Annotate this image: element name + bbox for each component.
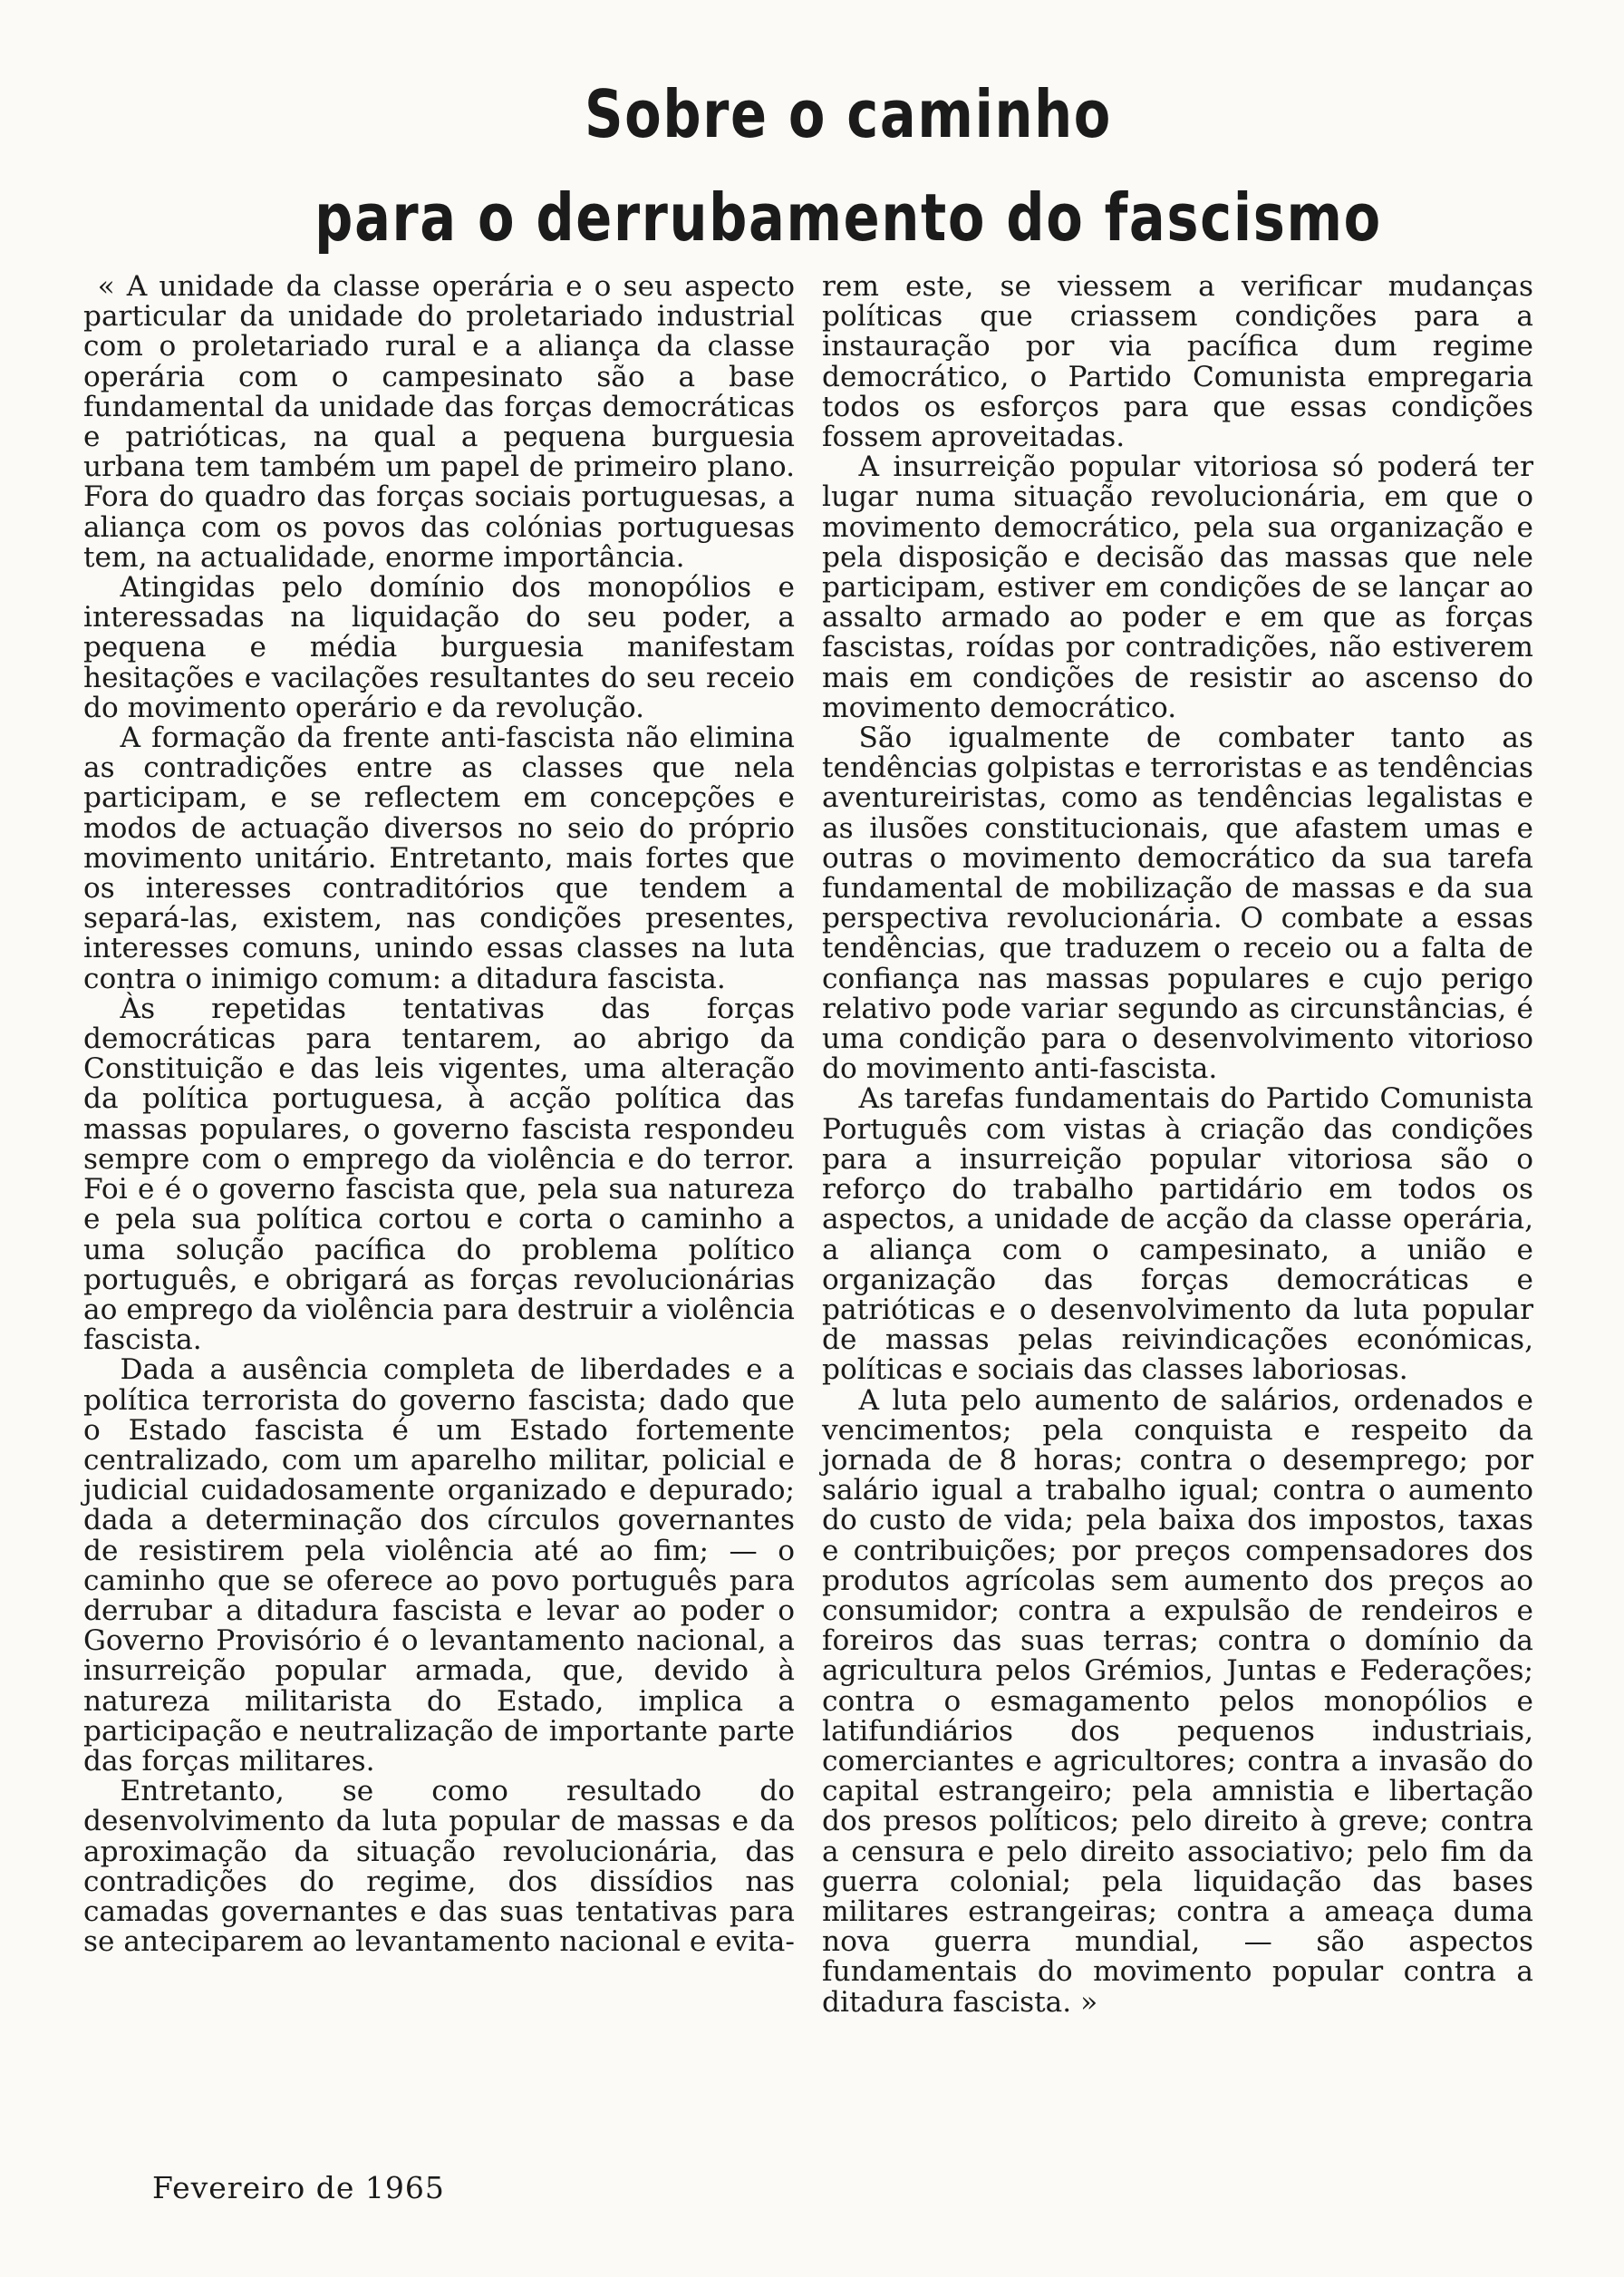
article-title-line-2: para o derrubamento do fascismo xyxy=(314,179,1382,256)
right-column xyxy=(822,272,1533,2018)
paragraph: Às repetidas tentativas das forças democráticas para tentarem, ao abrigo da Constituição e das leis vigentes, uma alteração da política portuguesa, à acção política das massas populares, o governo fascista respondeu sempre com o emprego da violência e do terror. Foi e é o governo fascista que, pela sua natureza e pela sua política cortou e corta o caminho a uma solução pacífica do problema político português, e obrigará as forças revolucionárias ao emprego da violência para destruir a violência fascista. xyxy=(83,992,795,1357)
paragraph: « A unidade da classe operária e o seu aspecto particular da unidade do proletariado industrial com o proletariado rural e a aliança da classe operária com o campesinato são a base fundamental da unidade das forças democráticas e patrióticas, na qual a pequena burguesia urbana tem também um papel de primeiro plano. Fora do quadro das forças sociais portuguesas, a aliança com os povos das colónias portuguesas tem, na actualidade, enorme importância. xyxy=(83,270,795,574)
paragraph: Dada a ausência completa de liberdades e a política terrorista do governo fascista; dado que o Estado fascista é um Estado fortemente centralizado, com um aparelho militar, policial e judicial cuidadosamente organizado e depurado; dada a determinação dos círculos governantes de resistirem pela violência até ao fim; — o caminho que se oferece ao povo português para derrubar a ditadura fascista e levar ao poder o Governo Provisório é o levantamento nacional, a insurreição popular armada, que, devido à natureza militarista do Estado, implica a participação e neutralização de importante parte das forças militares. xyxy=(83,1353,795,1778)
paragraph: A insurreição popular vitoriosa só poderá ter lugar numa situação revolucionária, em que o movimento democrático, pela sua organização e pela disposição e decisão das massas que nele participam, estiver em condições de se lançar ao assalto armado ao poder e em que as forças fascistas, roídas por contradições, não estiverem mais em condições de resistir ao ascenso do movimento democrático. xyxy=(822,451,1533,724)
left-column xyxy=(83,272,795,1957)
paragraph: A formação da frente anti-fascista não elimina as contradições entre as classes que nela participam, e se reflectem em concepções e modos de actuação diversos no seio do próprio movimento unitário. Entretanto, mais fortes que os interesses contraditórios que tendem a separá-las, existem, nas condições presentes, interesses comuns, unindo essas classes na luta contra o inimigo comum: a ditadura fascista. xyxy=(83,722,795,995)
paragraph: A luta pelo aumento de salários, ordenados e vencimentos; pela conquista e respeito da jornada de 8 horas; contra o desemprego; por salário igual a trabalho igual; contra o aumento do custo de vida; pela baixa dos impostos, taxas e contribuições; por preços compensadores dos produtos agrícolas sem aumento dos preços ao consumidor; contra a expulsão de rendeiros e foreiros das suas terras; contra o domínio da agricultura pelos Grémios, Juntas e Federações; contra o esmagamento pelos monopólios e latifundiários dos pequenos industriais, comerciantes e agricultores; contra a invasão do capital estrangeiro; pela amnistia e libertação dos presos políticos; pelo direito à greve; contra a censura e pelo direito associativo; pelo fim da guerra colonial; pela liquidação das bases militares estrangeiras; contra a ameaça duma nova guerra mundial, — são aspectos fundamentais do movimento popular contra a ditadura fascista. » xyxy=(822,1383,1533,2019)
article-title-line-1: Sobre o caminho xyxy=(585,76,1112,152)
paragraph: As tarefas fundamentais do Partido Comunista Português com vistas à criação das condições para a insurreição popular vitoriosa são o reforço do trabalho partidário em todos os aspectos, a unidade de acção da classe operária, a aliança com o campesinato, a união e organização das forças democráticas e patrióticas e o desenvolvimento da luta popular de massas pelas reivindicações económicas, políticas e sociais das classes laboriosas. xyxy=(822,1082,1533,1387)
article-date: Fevereiro de 1965 xyxy=(152,2170,445,2205)
paragraph: Entretanto, se como resultado do desenvolvimento da luta popular de massas e da aproximação da situação revolucionária, das contradições do regime, dos dissídios nas camadas governantes e das suas tentativas para se anteciparem ao levantamento nacional e evita- xyxy=(83,1775,795,1959)
paragraph: Atingidas pelo domínio dos monopólios e interessadas na liquidação do seu poder, a pequena e média burguesia manifestam hesitações e vacilações resultantes do seu receio do movimento operário e da revolução. xyxy=(83,571,795,724)
paragraph: rem este, se viessem a verificar mudanças políticas que criassem condições para a instauração por via pacífica dum regime democrático, o Partido Comunista empregaria todos os esforços para que essas condições fossem aproveitadas. xyxy=(822,270,1533,454)
paragraph: São igualmente de combater tanto as tendências golpistas e terroristas e as tendências aventureiristas, como as tendências legalistas e as ilusões constitucionais, que afastem umas e outras o movimento democrático da sua tarefa fundamental de mobilização de massas e da sua perspectiva revolucionária. O combate a essas tendências, que traduzem o receio ou a falta de confiança nas massas populares e cujo perigo relativo pode variar segundo as circunstâncias, é uma condição para o desenvolvimento vitorioso do movimento anti-fascista. xyxy=(822,722,1533,1086)
